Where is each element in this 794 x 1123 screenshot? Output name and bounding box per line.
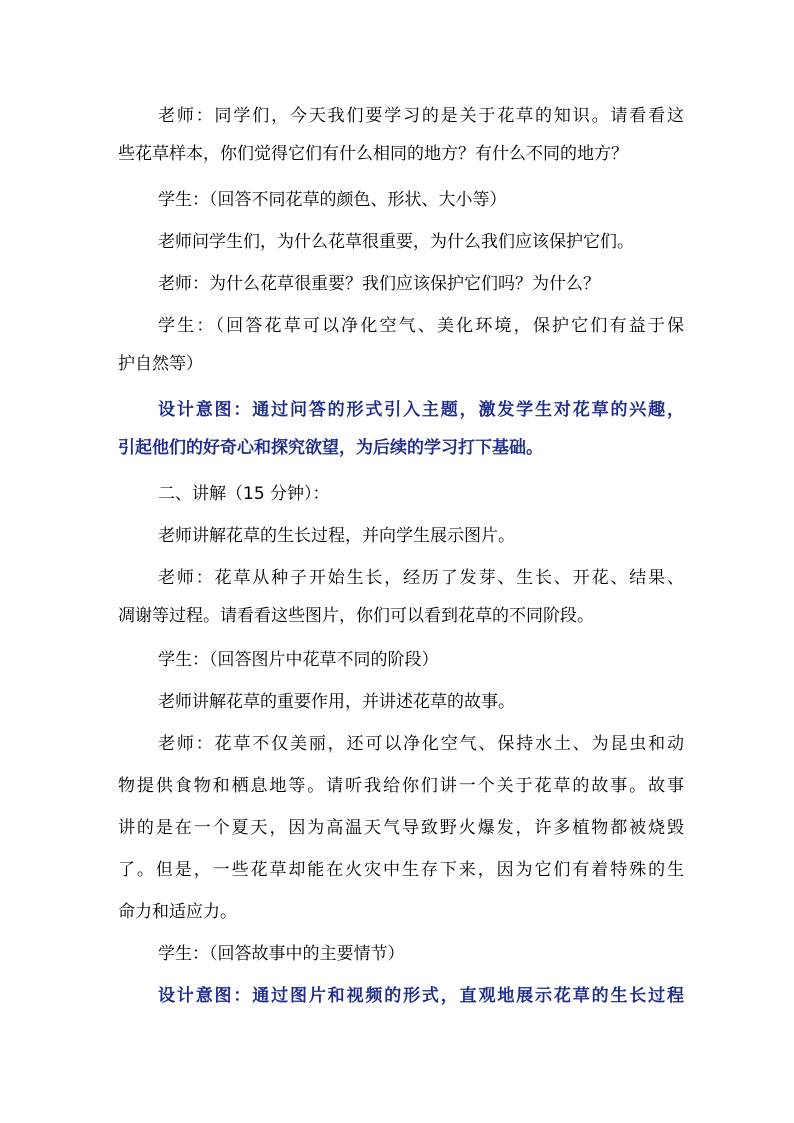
dialogue-paragraph — [118, 641, 684, 679]
dialogue-paragraph — [118, 725, 684, 931]
text-line: 老师：花草不仅美丽，还可以净化空气、保持水土、为昆虫和动 — [158, 734, 684, 754]
text-line: 学生：（回答不同花草的颜色、形状、大小等） — [158, 190, 507, 210]
text-line: 老师：花草从种子开始生长，经历了发芽、生长、开花、结果、 — [158, 568, 684, 588]
text-line: 老师讲解花草的重要作用，并讲述花草的故事。 — [158, 692, 515, 712]
text-line: 二、讲解（15 分钟）： — [158, 484, 330, 504]
section-heading — [118, 475, 684, 513]
text-line: 命力和适应力。 — [118, 902, 237, 922]
text-line: 讲的是在一个夏天，因为高温天气导致野火爆发，许多植物都被烧毁 — [118, 818, 684, 838]
narration-paragraph — [118, 223, 684, 261]
dialogue-paragraph — [118, 559, 684, 635]
text-line: 老师：同学们，今天我们要学习的是关于花草的知识。请看看这 — [158, 106, 684, 126]
design-intent-paragraph — [118, 391, 684, 467]
text-line: 学生：（回答故事中的主要情节） — [158, 944, 405, 964]
text-line: 凋谢等过程。请看看这些图片，你们可以看到花草的不同阶段。 — [118, 606, 594, 626]
narration-paragraph — [118, 683, 684, 721]
dialogue-paragraph — [118, 181, 684, 219]
text-line: 设计意图：通过图片和视频的形式，直观地展示花草的生长过程 — [158, 986, 684, 1006]
design-intent-paragraph — [118, 977, 684, 1015]
text-line: 设计意图：通过问答的形式引入主题，激发学生对花草的兴趣， — [158, 400, 684, 420]
text-line: 学生：（回答花草可以净化空气、美化环境，保护它们有益于保 — [158, 316, 684, 336]
text-line: 了。但是，一些花草却能在火灾中生存下来，因为它们有着特殊的生 — [118, 860, 684, 880]
text-line: 老师问学生们，为什么花草很重要，为什么我们应该保护它们。 — [158, 232, 634, 252]
text-line: 引起他们的好奇心和探究欲望，为后续的学习打下基础。 — [118, 438, 543, 458]
text-line: 老师讲解花草的生长过程，并向学生展示图片。 — [158, 526, 515, 546]
text-line: 物提供食物和栖息地等。请听我给你们讲一个关于花草的故事。故事 — [118, 776, 684, 796]
dialogue-paragraph — [118, 97, 684, 173]
dialogue-paragraph — [118, 307, 684, 383]
text-line: 学生：（回答图片中花草不同的阶段） — [158, 650, 439, 670]
text-line: 些花草样本，你们觉得它们有什么相同的地方？有什么不同的地方？ — [118, 144, 628, 164]
dialogue-paragraph — [118, 265, 684, 303]
narration-paragraph — [118, 517, 684, 555]
text-line: 护自然等） — [118, 354, 203, 374]
text-line: 老师：为什么花草很重要？我们应该保护它们吗？为什么？ — [158, 274, 600, 294]
dialogue-paragraph — [118, 935, 684, 973]
